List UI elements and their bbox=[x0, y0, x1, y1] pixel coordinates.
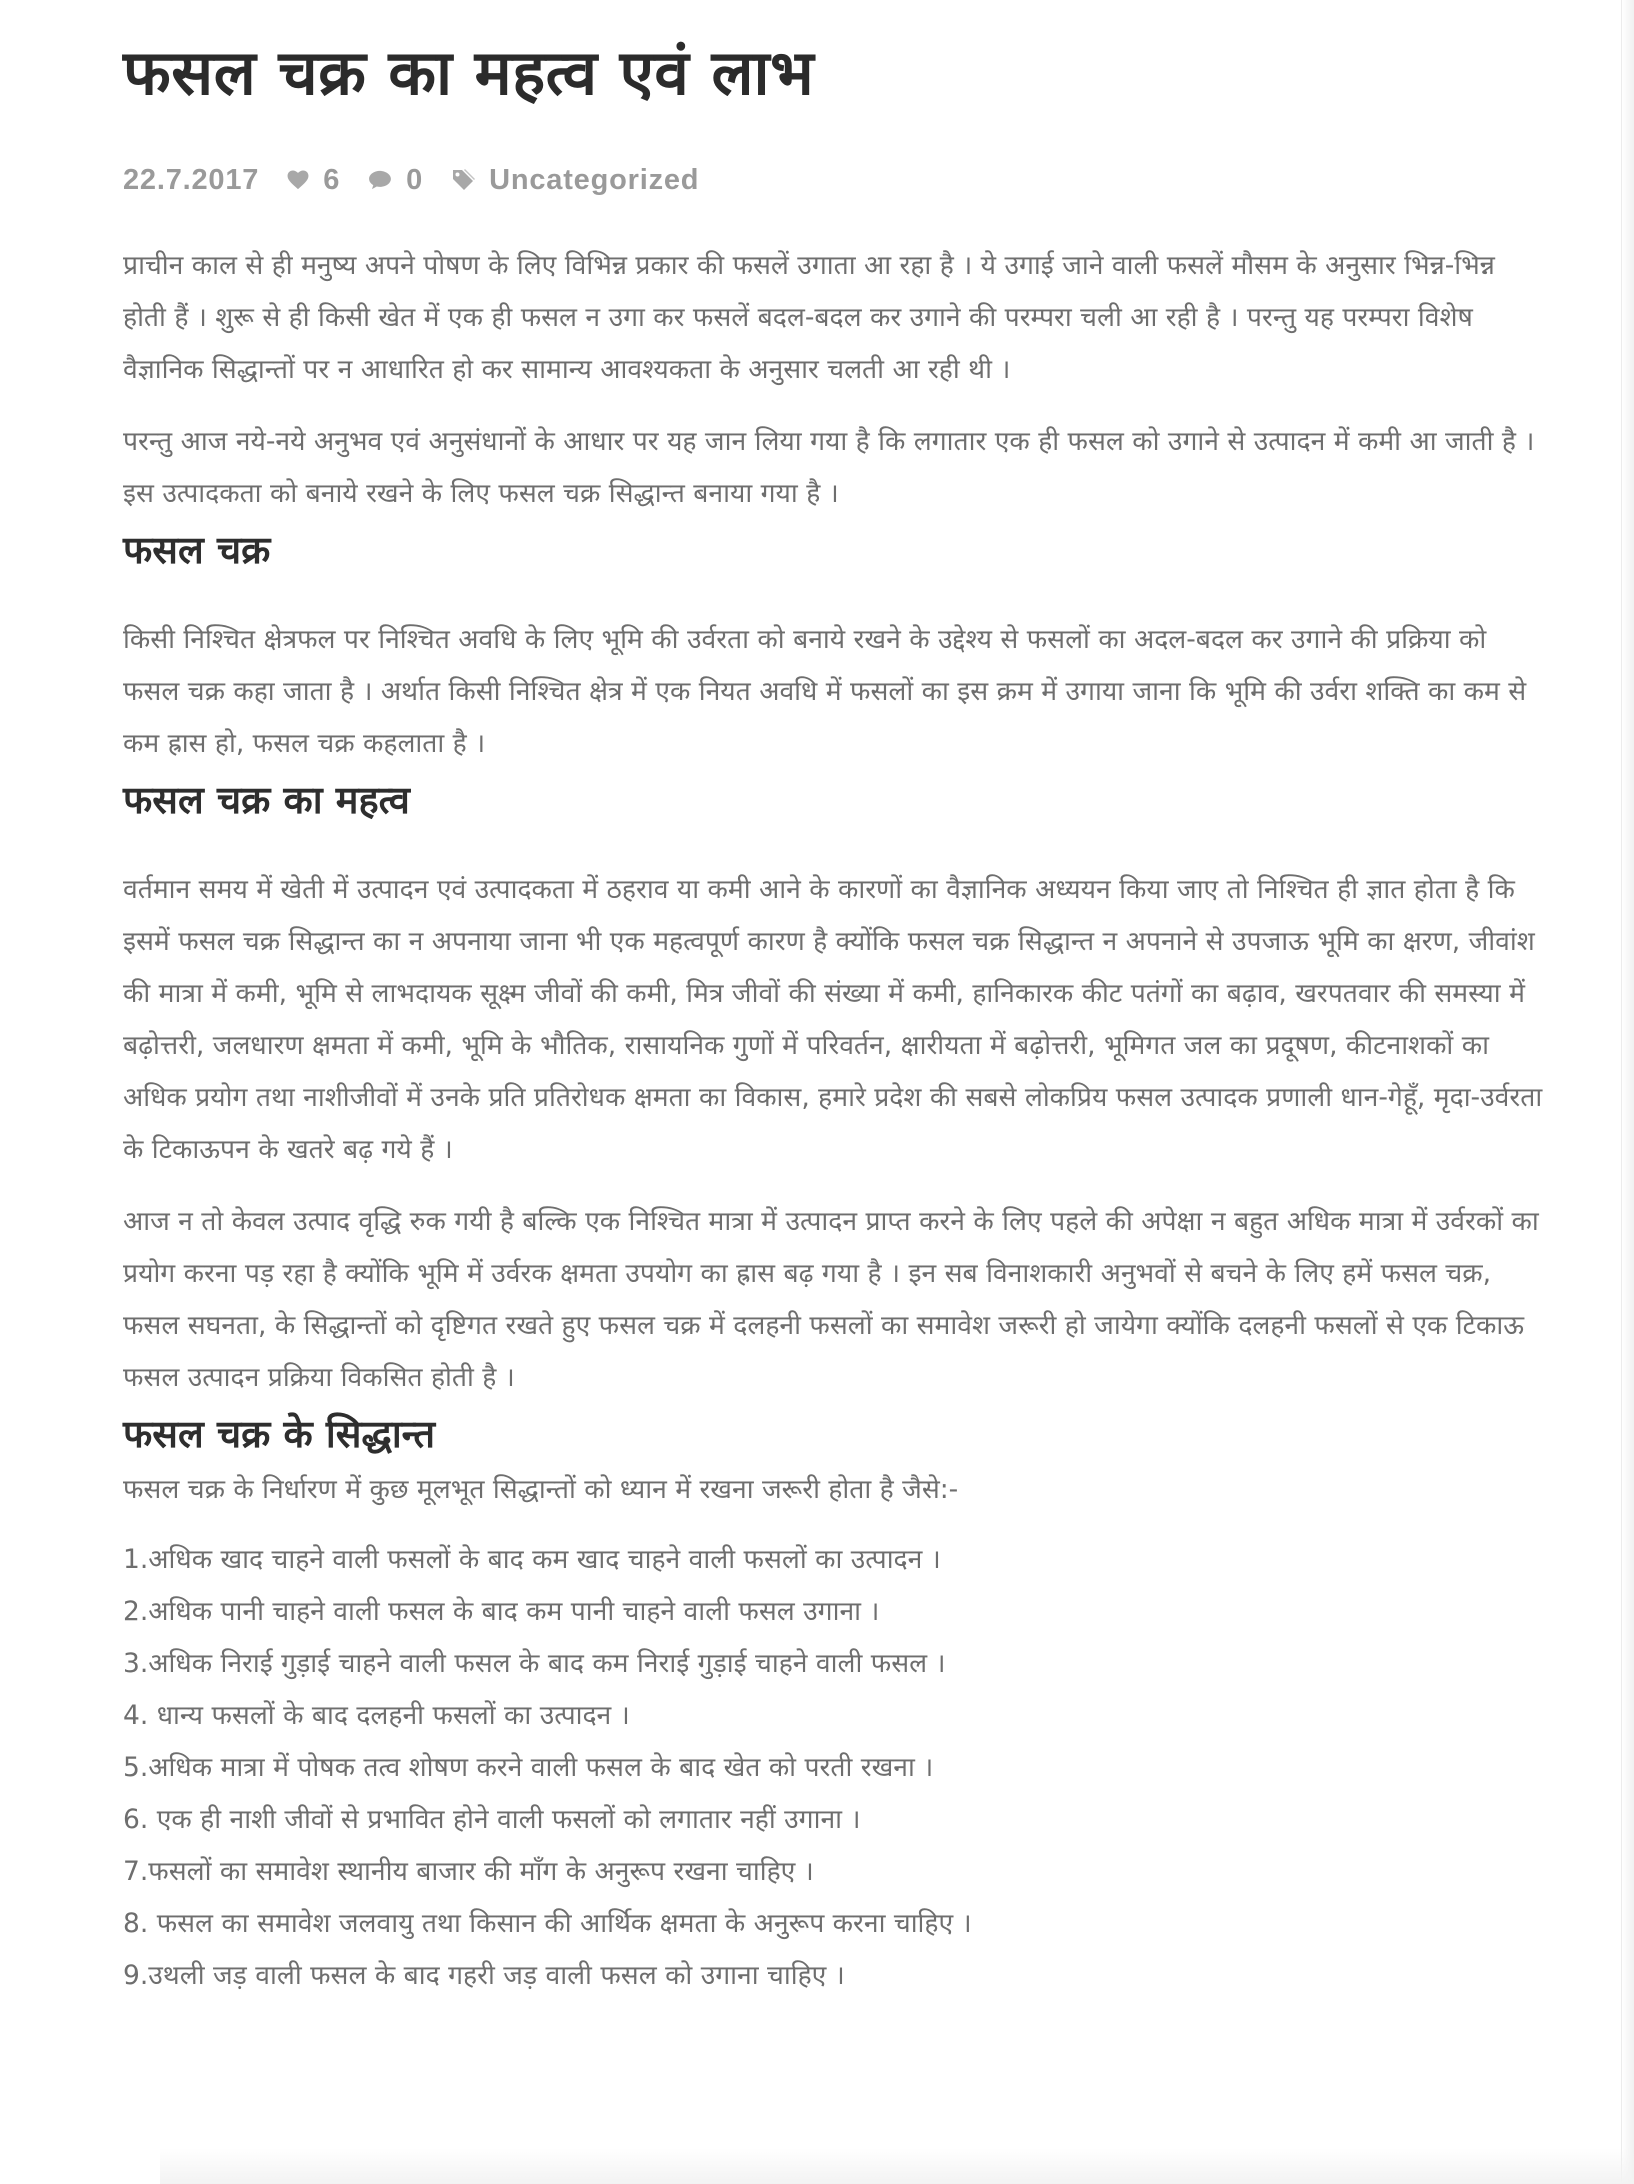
blog-post bbox=[123, 0, 1543, 2002]
list-item: 1.अधिक खाद चाहने वाली फसलों के बाद कम खाद चाहने वाली फसलों का उत्पादन । bbox=[123, 1544, 941, 1575]
list-item: 4. धान्य फसलों के बाद दलहनी फसलों का उत्पादन । bbox=[123, 1700, 630, 1731]
post-meta bbox=[123, 160, 1543, 200]
list-item: 7.फसलों का समावेश स्थानीय बाजार की माँग के अनुरूप रखना चाहिए । bbox=[123, 1856, 814, 1887]
likes-count: 6 bbox=[323, 163, 341, 196]
section-heading-importance: फसल चक्र का महत्व bbox=[123, 778, 410, 822]
section-1-body bbox=[123, 614, 1543, 770]
list-item: 2.अधिक पानी चाहने वाली फसल के बाद कम पानी चाहने वाली फसल उगाना । bbox=[123, 1596, 880, 1627]
category-link[interactable] bbox=[451, 164, 699, 197]
category-label: Uncategorized bbox=[489, 163, 700, 196]
section-1-paragraph-1: किसी निश्चित क्षेत्रफल पर निश्चित अवधि के लिए भूमि की उर्वरता को बनाये रखने के उद्देश्य से फसलों का अदल-बदल कर उगाने की प्रक्रिया को फसल चक्र कहा जाता है । अर्थात किसी निश्चित क्षेत्र में एक नियत अवधि में फसलों का इस क्रम में उगाया जाना कि भूमि की उर्वरा शक्ति का कम से कम ह्रास हो, फसल चक्र कहलाता है । bbox=[123, 624, 1527, 759]
section-2-paragraph-2: आज न तो केवल उत्पाद वृद्धि रुक गयी है बल्कि एक निश्चित मात्रा में उत्पादन प्राप्त करने के लिए पहले की अपेक्षा न बहुत अधिक मात्रा में उर्वरकों का प्रयोग करना पड़ रहा है क्योंकि भूमि में उर्वरक क्षमता उपयोग का ह्रास बढ़ गया है । इन सब विनाशकारी अनुभवों से बचने के लिए हमें फसल चक्र, फसल सघनता, के सिद्धान्तों को दृष्टिगत रखते हुए फसल चक्र में दलहनी फसलों का समावेश जरूरी हो जायेगा क्योंकि दलहनी फसलों से एक टिकाऊ फसल उत्पादन प्रक्रिया विकसित होती है । bbox=[123, 1206, 1539, 1393]
intro-paragraph-1: प्राचीन काल से ही मनुष्य अपने पोषण के लिए विभिन्न प्रकार की फसलें उगाता आ रहा है । ये उगाई जाने वाली फसलें मौसम के अनुसार भिन्न-भिन्न होती हैं । शुरू से ही किसी खेत में एक ही फसल न उगा कर फसलें बदल-बदल कर उगाने की परम्परा चली आ रही है । परन्तु यह परम्परा विशेष वैज्ञानिक सिद्धान्तों पर न आधारित हो कर सामान्य आवश्यकता के अनुसार चलती आ रही थी । bbox=[123, 250, 1495, 385]
principles-list bbox=[123, 1534, 1543, 2002]
scrollbar[interactable] bbox=[1621, 0, 1634, 2184]
comment-icon bbox=[368, 170, 392, 190]
post-date: 22.7.2017 bbox=[123, 163, 260, 196]
list-item: 6. एक ही नाशी जीवों से प्रभावित होने वाली फसलों को लगातार नहीं उगाना । bbox=[123, 1804, 861, 1835]
tag-icon bbox=[451, 168, 475, 192]
section-2-paragraph-1: वर्तमान समय में खेती में उत्पादन एवं उत्पादकता में ठहराव या कमी आने के कारणों का वैज्ञानिक अध्ययन किया जाए तो निश्चित ही ज्ञात होता है कि इसमें फसल चक्र सिद्धान्त का न अपनाया जाना भी एक महत्वपूर्ण कारण है क्योंकि फसल चक्र सिद्धान्त न अपनाने से उपजाऊ भूमि का क्षरण, जीवांश की मात्रा में कमी, भूमि से लाभदायक सूक्ष्म जीवों की कमी, मित्र जीवों की संख्या में कमी, हानिकारक कीट पतंगों का बढ़ाव, खरपतवार की समस्या में बढ़ोत्तरी, जलधारण क्षमता में कमी, भूमि के भौतिक, रासायनिक गुणों में परिवर्तन, क्षारीयता में बढ़ोत्तरी, भूमिगत जल का प्रदूषण, कीटनाशकों का अधिक प्रयोग तथा नाशीजीवों में उनके प्रति प्रतिरोधक क्षमता का विकास, हमारे प्रदेश की सबसे लोकप्रिय फसल उत्पादक प्रणाली धान-गेहूँ, मृदा-उर्वरता के टिकाऊपन के खतरे बढ़ गये हैं । bbox=[123, 874, 1543, 1165]
comments-count: 0 bbox=[406, 163, 424, 196]
section-heading-crop-rotation: फसल चक्र bbox=[123, 528, 271, 572]
heart-icon bbox=[287, 170, 309, 190]
list-item: 3.अधिक निराई गुड़ाई चाहने वाली फसल के बाद कम निराई गुड़ाई चाहने वाली फसल । bbox=[123, 1648, 946, 1679]
comments-counter[interactable] bbox=[368, 164, 423, 197]
section-2-body bbox=[123, 864, 1543, 1404]
list-item: 8. फसल का समावेश जलवायु तथा किसान की आर्थिक क्षमता के अनुरूप करना चाहिए । bbox=[123, 1908, 972, 1939]
list-item: 5.अधिक मात्रा में पोषक तत्व शोषण करने वाली फसल के बाद खेत को परती रखना । bbox=[123, 1752, 934, 1783]
post-title: फसल चक्र का महत्व एवं लाभ bbox=[123, 36, 815, 109]
likes-counter[interactable] bbox=[287, 164, 340, 197]
section-heading-principles: फसल चक्र के सिद्धान्त bbox=[123, 1412, 436, 1456]
list-item: 9.उथली जड़ वाली फसल के बाद गहरी जड़ वाली फसल को उगाना चाहिए । bbox=[123, 1960, 845, 1991]
bottom-shadow bbox=[160, 2148, 1634, 2184]
intro-paragraph-2: परन्तु आज नये-नये अनुभव एवं अनुसंधानों के आधार पर यह जान लिया गया है कि लगातार एक ही फसल को उगाने से उत्पादन में कमी आ जाती है । इस उत्पादकता को बनाये रखने के लिए फसल चक्र सिद्धान्त बनाया गया है । bbox=[123, 426, 1535, 509]
principles-intro: फसल चक्र के निर्धारण में कुछ मूलभूत सिद्धान्तों को ध्यान में रखना जरूरी होता है जैसे:- bbox=[123, 1474, 959, 1505]
post-content bbox=[123, 240, 1543, 2002]
